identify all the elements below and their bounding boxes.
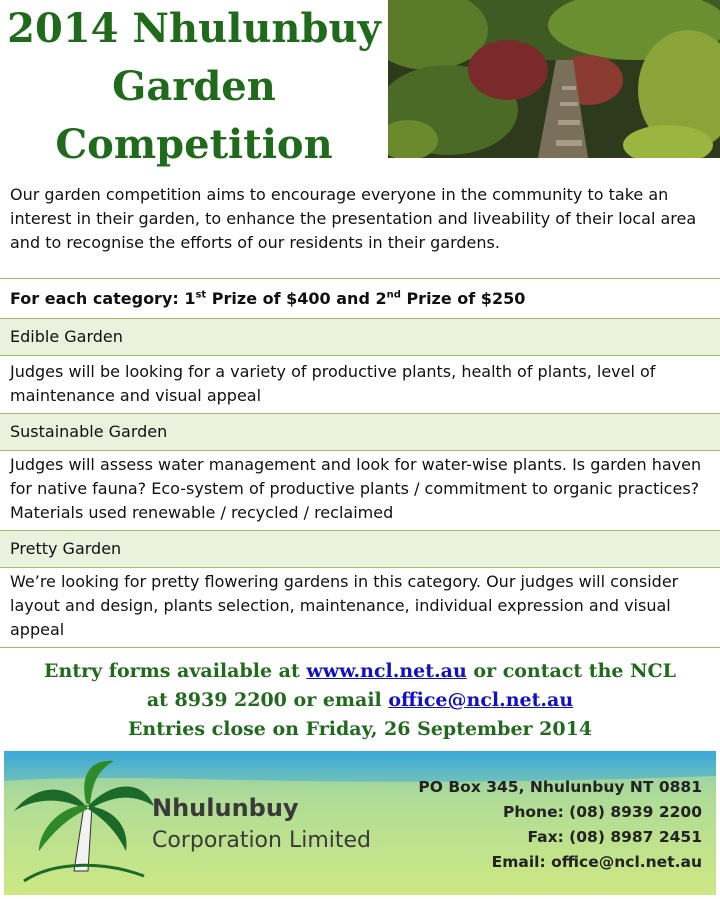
entry-info — [0, 657, 720, 744]
category-pretty: Pretty Garden — [0, 531, 720, 568]
entry-line-2: at 8939 2200 or email office@ncl.net.au — [146, 689, 574, 711]
category-edible-description: Judges will be looking for a variety of productive plants, health of plants, level of maintenance and visual appeal — [0, 356, 720, 414]
garden-photo — [388, 0, 720, 158]
prize-first-sup: st — [195, 289, 207, 301]
category-pretty-description: We’re looking for pretty flowering gardens in this category. Our judges will consider layout and design, plants selection, maintenance, individual expression and visual appeal — [0, 568, 720, 648]
org-subname: Corporation Limited — [152, 828, 371, 853]
category-sustainable-description: Judges will assess water management and look for water-wise plants. Is garden haven for native fauna? Eco-system of productive plants / commitment to organic practices? Materials used renewable / recycled / reclaimed — [0, 451, 720, 531]
prize-tail: Prize of $250 — [400, 289, 526, 308]
title-line-1: 2014 Nhulunbuy — [7, 5, 381, 52]
email-link[interactable]: office@ncl.net.au — [388, 689, 574, 711]
prize-row — [0, 279, 720, 319]
contact-po-box: PO Box 345, Nhulunbuy NT 0881 — [418, 778, 702, 796]
intro-paragraph: Our garden competition aims to encourage everyone in the community to take an interest in their garden, to enhance the presentation and liveability of their local area and to recognise the efforts of our residents in their gardens. — [10, 185, 697, 252]
website-link[interactable]: www.ncl.net.au — [306, 660, 467, 682]
contact-phone: Phone: (08) 8939 2200 — [503, 803, 702, 821]
category-edible: Edible Garden — [0, 319, 720, 356]
prize-lead: For each category: 1 — [10, 289, 196, 308]
prize-second-sup: nd — [386, 289, 401, 301]
category-sustainable: Sustainable Garden — [0, 414, 720, 451]
footer-banner — [4, 751, 716, 895]
competition-table — [0, 278, 720, 648]
contact-email: Email: office@ncl.net.au — [491, 853, 702, 871]
contact-fax: Fax: (08) 8987 2451 — [527, 828, 702, 846]
entry-deadline: Entries close on Friday, 26 September 2014 — [127, 718, 593, 740]
org-name: Nhulunbuy — [152, 794, 299, 822]
page-title — [0, 0, 388, 168]
prize-mid: Prize of $400 and 2 — [206, 289, 387, 308]
contact-block — [418, 775, 702, 875]
title-line-2: Garden — [112, 63, 276, 110]
entry-line-1: Entry forms available at www.ncl.net.au or contact the NCL — [44, 660, 676, 682]
title-line-3: Competition — [55, 121, 333, 168]
